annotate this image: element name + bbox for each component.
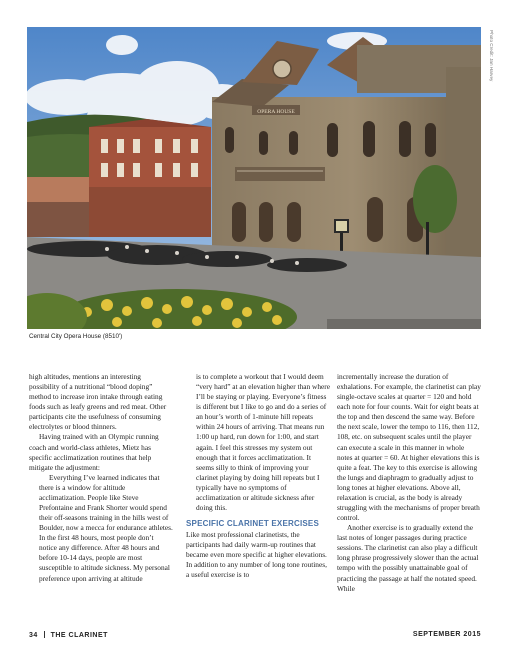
text-column-1 (29, 372, 173, 584)
photo-credit: Photo Credit: Jan Harvey (489, 30, 494, 82)
paragraph: Having trained with an Olympic running coach and world-class athletes, Mietz has specific acclimatization routines that help mitigate the adjustment: (29, 432, 159, 472)
issue-date: SEPTEMBER 2015 (412, 631, 481, 638)
quote-text: is to complete a workout that I would deem “very hard” at an elevation higher than where I’ll be staying or playing. Everyone’s fitness is different but I like to go and do a series of an hour’s worth of 1-minute hill repeats within 24 hours of arriving. That means run 1:00 up hard, run down for 1:00, and start again. I feel this stresses my system out enough that it forces acclimatization. It seems silly to think of improving your clarinet playing by doing hill repeats but I typically have no symptoms of acclimatization or altitude sickness after doing this. (196, 372, 330, 513)
photo-caption: Central City Opera House (8510') (29, 333, 123, 340)
paragraph: Another exercise is to gradually extend the last notes of longer passages during practice sessions. The clarinetist can also play a difficult long phrase progressively slower than the actual tempo with the possibly unattainable goal of practicing the passage at half the notated speed. While (337, 523, 479, 593)
block-quote (29, 473, 173, 584)
footer-divider (44, 631, 45, 638)
magazine-title: THE CLARINET (50, 632, 108, 639)
paragraph: incrementally increase the duration of exhalations. For example, the clarinetist can play single-octave scales at quarter = 120 and hold each note for four counts. Wait for eight beats at the top and then descend the same way. Before the next scale, lower the tempo to 116, then 112, 108, etc. on subsequent scales until the player can execute a scale in this manner in whole notes at quarter = 60. At higher elevations this is quite a feat. The key to this exercise is allowing the lungs and diaphragm to gradually adjust to long tones at higher elevations. Above all, relaxation is crucial, as the body is already struggling with the mechanisms of proper breath control. (337, 372, 481, 523)
block-quote (186, 372, 330, 513)
page-number: 34 (29, 632, 38, 639)
paragraph: high altitudes, mentions an interesting possibility of a nutritional “blood doping” method to increase iron intake through eating foods such as leafy greens and red meat. Other participants cite the usefulness of consuming electrolytes or blood thinners. (29, 372, 167, 432)
section-heading: SPECIFIC CLARINET EXERCISES (186, 519, 319, 529)
opera-house-photo (27, 27, 481, 329)
text-column-3 (337, 372, 481, 594)
page-footer-left (29, 631, 108, 639)
paragraph: Like most professional clarinetists, the participants had daily warm-up routines that became even more specific at higher elevations. In addition to any number of long tone routines, a useful exercise is to (186, 530, 327, 580)
text-column-2 (186, 372, 330, 580)
opera-house-sign: OPERA HOUSE (257, 109, 295, 115)
quote-text: Everything I’ve learned indicates that there is a window for altitude acclimatization. People like Steve Prefontaine and Frank Shorter would spend their off-seasons training in the hills west of Boulder, now a mecca for endurance athletes. In the first 48 hours, most people don’t notice any difference. After 48 hours and before 10-14 days, people are most susceptible to altitude sickness. My personal preference upon arriving at altitude (39, 472, 173, 583)
